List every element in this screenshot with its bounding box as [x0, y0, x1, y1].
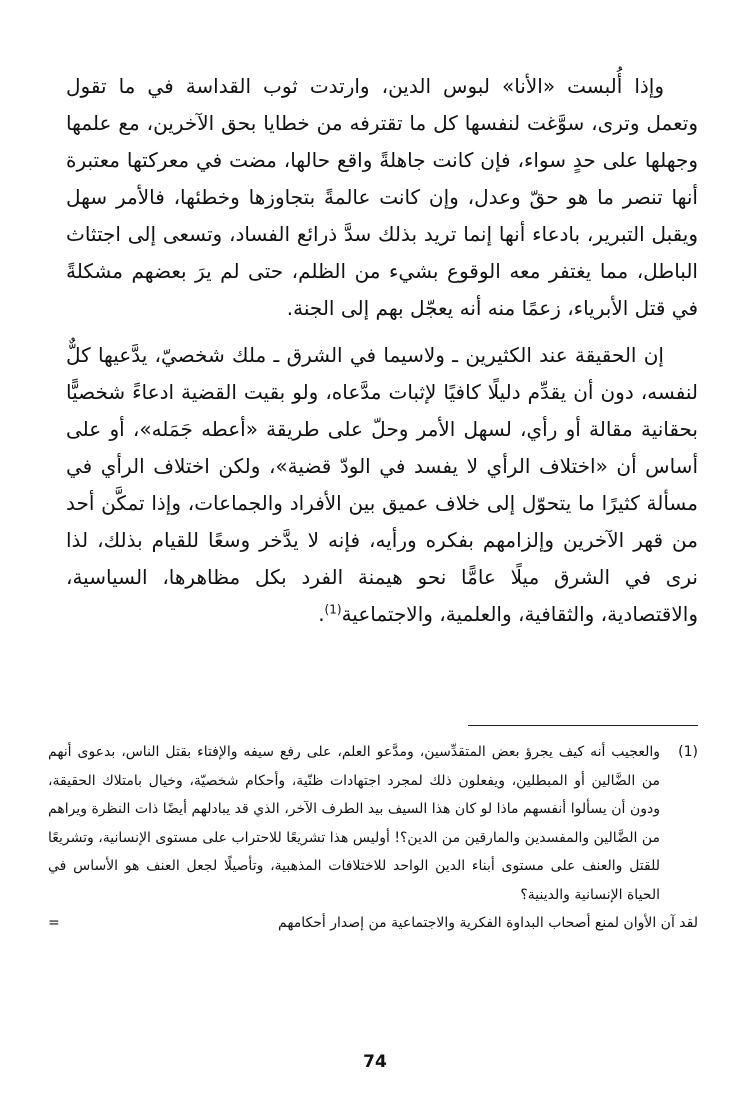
page-number: 74 [363, 1052, 387, 1072]
footnotes [48, 738, 698, 938]
footnote-reference: (1) [324, 602, 342, 617]
footnote-separator [468, 725, 698, 726]
continuation-mark: = [48, 915, 60, 931]
paragraph-2-text: إن الحقيقة عند الكثيرين ـ ولاسيما في الشرق ـ ملك شخصيّ، يدَّعيها كلٌّ لنفسه، دون أن يقدِّم دليلًا كافيًا لإثبات مدَّعاه، ولو بقيت القضية ادعاءً شخصيًّا بحقانية مقالة أو رأي، لسهل الأمر وحلّ على طريقة «أعطه جَمَله»، أو على أساس أن «اختلاف الرأي لا يفسد في الودّ قضية»، ولكن اختلاف الرأي في مسألة كثيرًا ما يتحوّل إلى خلاف عميق بين الأفراد والجماعات، وإذا تمكَّن أحد من قهر الآخرين وإلزامهم بفكره ورأيه، فإنه لا يدَّخر وسعًا للقيام بذلك، لذا نرى في الشرق ميلًا عامًّا نحو هيمنة الفرد بكل مظاهرها، السياسية، والاقتصادية، والثقافية، والعلمية، والاجتماعية [66, 343, 698, 626]
main-text [66, 68, 698, 643]
paragraph-2 [66, 337, 698, 633]
paragraph-1: وإذا أُلبست «الأنا» لبوس الدين، وارتدت ثوب القداسة في ما تقول وتعمل وترى، سوَّغت لنفسها كل ما تقترفه من خطايا بحق الآخرين، مع علمها وجهلها على حدٍ سواء، فإن كانت جاهلةً واقع حالها، مضت في معركتها معتبرة أنها تنصر ما هو حقّ وعدل، وإن كانت عالمةً بتجاوزها وخطئها، فالأمر سهل ويقبل التبرير، بادعاء أنها إنما تريد بذلك سدَّ ذرائع الفساد، وتسعى إلى اجتثاث الباطل، مما يغتفر معه الوقوع بشيء من الظلم، حتى لم يرَ بعضهم مشكلةً في قتل الأبرياء، زعمًا منه أنه يعجّل بهم إلى الجنة. [66, 74, 698, 320]
footnote-continuation [48, 909, 698, 938]
footnote-text: والعجيب أنه كيف يجرؤ بعض المتقدِّسين، ومدَّعو العلم، على رفع سيفه والإفتاء بقتل الناس، بدعوى أنهم من الضَّالين أو المبطلين، ويفعلون ذلك لمجرد اجتهادات ظنّية، وأحكام شخصيّة، وخيال بامتلاك الحقيقة، ودون أن يسألوا أنفسهم ماذا لو كان هذا السيف بيد الطرف الآخر، الذي قد يبادلهم أيضًا ذات النظرة ويراهم من الضَّالين والمفسدين والمارقين من الدين؟! أوليس هذا تشريعًا للاحتراب على مستوى الإنسانية، وتشريعًا للقتل والعنف على مستوى أبناء الدين الواحد للاختلافات المذهبية، وتأصيلًا لجعل العنف هو الأساس في الحياة الإنسانية والدينية؟ [48, 744, 660, 903]
paragraph-2-period: . [318, 602, 325, 626]
footnote-1 [48, 738, 698, 909]
footnote-number: (1) [678, 744, 698, 760]
footnote-continuation-text: لقد آن الأوان لمنع أصحاب البداوة الفكرية والاجتماعية من إصدار أحكامهم [278, 915, 698, 931]
